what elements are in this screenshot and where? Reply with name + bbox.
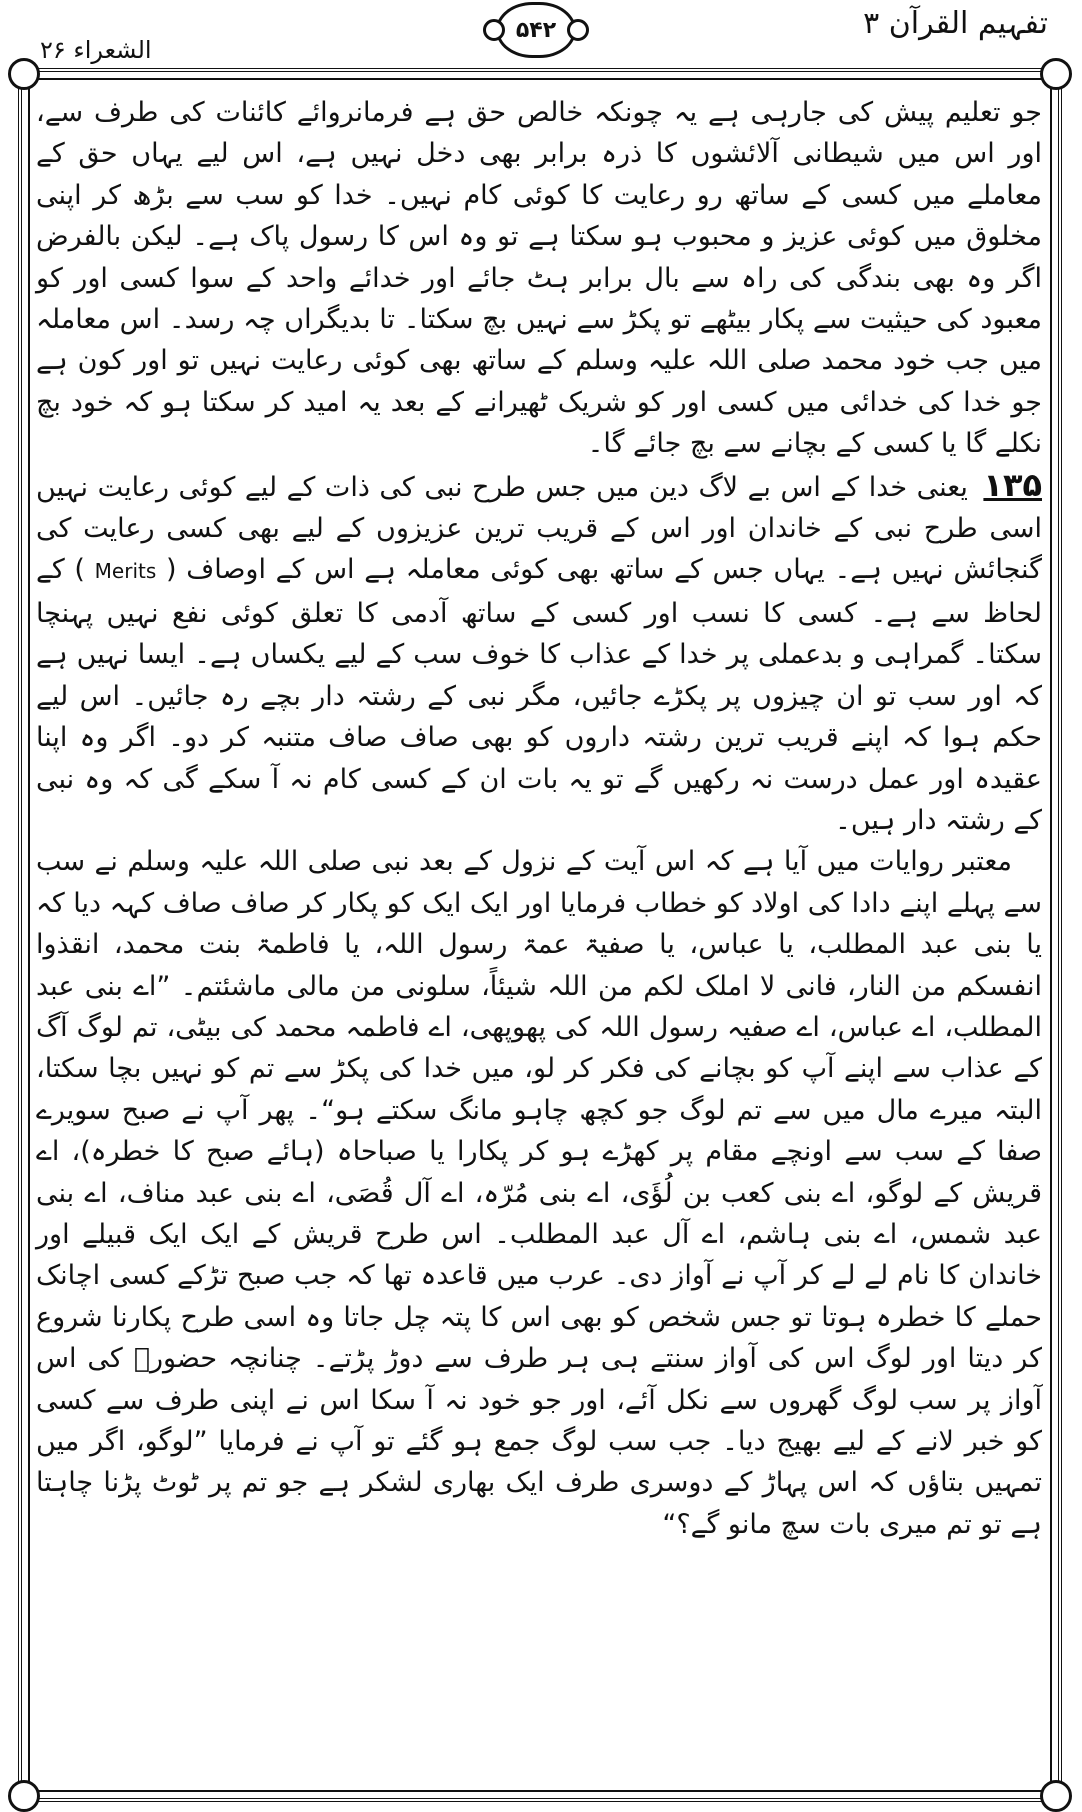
latin-term: Merits [94, 559, 157, 584]
page-header [0, 0, 1082, 70]
paragraph-intro: جو تعلیم پیش کی جارہی ہے یہ چونکہ خالص حق ہے فرمانروائے کائنات کی طرف سے، اور اس میں شیطانی آلائشوں کا ذرہ برابر بھی دخل نہیں ہے، اس لیے یہاں حق کے معاملے میں کسی کے ساتھ رو رعایت کا کوئی کام نہیں۔ خدا کو سب سے بڑھ کر اپنی مخلوق میں کوئی عزیز و محبوب ہو سکتا ہے تو وہ اس کا رسول پاک ہے۔ لیکن بالفرض اگر وہ بھی بندگی کی راہ سے بال برابر ہٹ جائے اور خدائے واحد کے سوا کسی اور کو معبود کی حیثیت سے پکار بیٹھے تو پکڑ سے نہیں بچ سکتا۔ تا بدیگراں چہ رسد۔ اس معاملہ میں جب خود محمد صلی اللہ علیہ وسلم کے ساتھ بھی کوئی رعایت نہیں تو اور کون ہے جو خدا کی خدائی میں کسی اور کو شریک ٹھیرانے کے بعد یہ امید کر سکتا ہو کہ خود بچ نکلے گا یا کسی کے بچانے سے بچ جائے گا۔ [36, 97, 1042, 460]
book-title: تفہیم القرآن ۳ [863, 6, 1048, 41]
commentary-text [36, 92, 1042, 1782]
footnote-number: ۱۳۵ [983, 465, 1042, 504]
footnote-text-part2: ) کے لحاظ سے ہے۔ کسی کا نسب اور کسی کے ساتھ آدمی کا تعلق کوئی نفع نہیں پہنچا سکتا۔ گمراہی و بدعملی پر خدا کے عذاب کا خوف سب کے لیے یکساں ہے۔ ایسا نہیں ہے کہ اور سب تو ان چیزوں پر پکڑے جائیں، مگر نبی کے رشتہ دار بچے رہ جائیں۔ اس لیے حکم ہوا کہ اپنے قریب ترین رشتہ داروں کو بھی صاف صاف متنبہ کر دو۔ اگر وہ اپنا عقیدہ اور عمل درست نہ رکھیں گے تو یہ بات ان کے کسی کام نہ آ سکے گی کہ وہ نبی کے رشتہ دار ہیں۔ [36, 554, 1042, 836]
corner-ornament-icon [8, 1780, 40, 1812]
corner-ornament-icon [1040, 1780, 1072, 1812]
paragraph-hadith: معتبر روایات میں آیا ہے کہ اس آیت کے نزول کے بعد نبی صلی اللہ علیہ وسلم نے سب سے پہلے اپنے دادا کی اولاد کو خطاب فرمایا اور ایک ایک کو پکار کر صاف صاف کہہ دیا کہ یا بنی عبد المطلب، یا عباس، یا صفیۃ عمۃ رسول اللہ، یا فاطمۃ بنت محمد، انقذوا انفسکم من النار، فانی لا املک لکم من اللہ شیئاً، سلونی من مالی ماشئتم۔ ”اے بنی عبد المطلب، اے عباس، اے صفیہ رسول اللہ کی پھوپھی، اے فاطمہ محمد کی بیٹی، تم لوگ آگ کے عذاب سے اپنے آپ کو بچانے کی فکر کر لو، میں خدا کی پکڑ سے تم کو نہیں بچا سکتا، البتہ میرے مال میں سے تم لوگ جو کچھ چاہو مانگ سکتے ہو“۔ پھر آپ نے صبح سویرے صفا کے سب سے اونچے مقام پر کھڑے ہو کر پکارا یا صباحاہ (ہائے صبح کا خطرہ)، اے قریش کے لوگو، اے بنی کعب بن لُؤَی، اے بنی مُرّہ، اے آل قُصَی، اے بنی عبد مناف، اے بنی عبد شمس، اے بنی ہاشم، اے آل عبد المطلب۔ اس طرح قریش کے ایک ایک قبیلے اور خاندان کا نام لے لے کر آپ نے آواز دی۔ عرب میں قاعدہ تھا کہ جب صبح تڑکے کسی اچانک حملے کا خطرہ ہوتا تو جس شخص کو بھی اس کا پتہ چل جاتا وہ اسی طرح پکارنا شروع کر دیتا اور لوگ اس کی آواز سنتے ہی ہر طرف سے دوڑ پڑتے۔ چنانچہ حضورؐ کی اس آواز پر سب لوگ گھروں سے نکل آئے، اور جو خود نہ آ سکا اس نے اپنی طرف سے کسی کو خبر لانے کے لیے بھیج دیا۔ جب سب لوگ جمع ہو گئے تو آپ نے فرمایا ”لوگو، اگر میں تمہیں بتاؤں کہ اس پہاڑ کے دوسری طرف ایک بھاری لشکر ہے جو تم پر ٹوٹ پڑنا چاہتا ہے تو تم میری بات سچ مانو گے؟“ [36, 846, 1042, 1540]
paragraph-footnote [36, 465, 1042, 842]
page-number-badge [496, 2, 576, 58]
surah-reference: الشعراء ۲۶ [40, 36, 152, 64]
corner-ornament-icon [8, 58, 40, 90]
page-number: ۵۴۲ [515, 17, 557, 43]
corner-ornament-icon [1040, 58, 1072, 90]
footnote-text-part1: یعنی خدا کے اس بے لاگ دین میں جس طرح نبی کی ذات کے لیے کوئی رعایت نہیں اسی طرح نبی کے خاندان اور اس کے قریب ترین عزیزوں کے لیے بھی کسی رعایت کی گنجائش نہیں ہے۔ یہاں جس کے ساتھ بھی کوئی معاملہ ہے اس کے اوصاف ( [36, 471, 1043, 586]
